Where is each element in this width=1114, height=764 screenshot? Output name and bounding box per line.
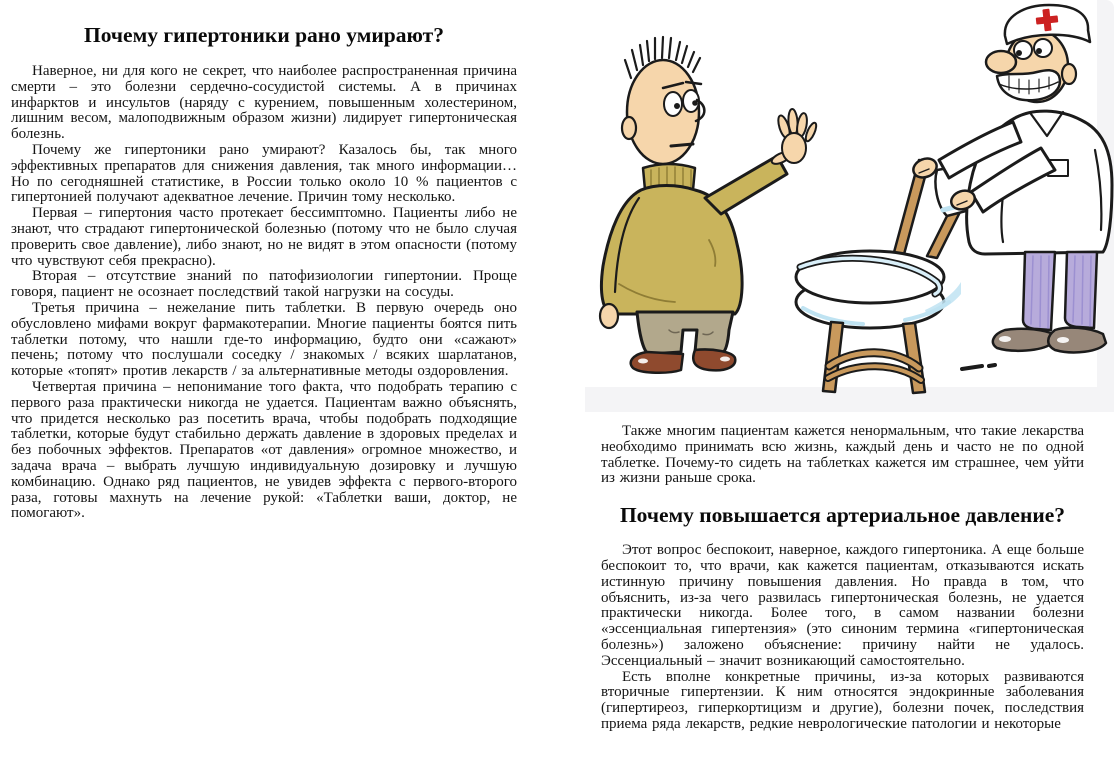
doctor-head: [986, 5, 1090, 102]
patient-figure: [600, 37, 818, 373]
paragraph: Вторая – отсутствие знаний по патофизиологии гипертонии. Проще говоря, пациент не осознает последствий такой нагрузки на сосуды.: [11, 268, 517, 301]
section-title: Почему повышается артериальное давление?: [619, 503, 1066, 528]
photo-edge-bottom: [585, 387, 1114, 412]
doctor-shoes: [993, 328, 1106, 353]
article-title: Почему гипертоники рано умирают?: [84, 23, 444, 47]
right-column: [601, 424, 1084, 733]
paragraph: Этот вопрос беспокоит, наверное, каждого гипертоника. А еще больше беспокоит то, что врачи, как кажется пациентам, отказываются искать истинную причину повышения давления. Но правда в том, что объяснить, из-за чего развилась гипертоническая болезнь, не удается практически никогда. Более того, в самом названии болезни «эссенциальная гипертензия» (это синоним термина «гипертоническая болезнь») заложено объяснение: причину найти не удалось. Эссенциальный – значит возникающий самостоятельно.: [601, 542, 1084, 669]
patient-mouth: [671, 144, 693, 146]
chair-legs: [823, 322, 925, 393]
paragraph: Третья причина – нежелание пить таблетки. В первую очередь оно обусловлено мифами вокруг фармакотерапии. Многие пациенты боятся пить таблетки потому, что нашли где-то информацию, будто они «сажают» печень; потому что послушали соседку / знакомых / всяких шарлатанов, которые «топят» против лекарств / за альтернативные методы оздоровления.: [11, 299, 517, 380]
doctor-nose: [986, 51, 1016, 73]
paragraph: Есть вполне конкретные причины, из-за которых развиваются вторичные гипертензии. К ним относятся эндокринные заболевания (гипертиреоз, гиперкортицизм и другие), болезни почек, последствия приема ряда лекарств, редкие неврологические патологии и некоторые: [601, 668, 1084, 732]
giant-pill-seat: [796, 251, 961, 328]
paragraph: Четвертая причина – непонимание того факта, что подобрать терапию с первого раза практически никогда не удается. Пациентам важно объяснять, что придется несколько раз посетить врача, чтобы подобрать подходящие таблетки, которые будут стабильно держать давление в здоровых пределах и без побочных эффектов. Препаратов «от давления» огромное множество, и задача врача – выбрать лучшую индивидуальную дозировку и лучшую комбинацию. Однако ряд пациентов, не увидев эффекта с первого-второго раза, готовы махнуть на лечение рукой: «Таблетки ваши, доктор, не помогают».: [11, 378, 517, 522]
doctor-trousers: [1023, 252, 1097, 330]
patient-shoes: [631, 349, 736, 372]
patient-ear: [622, 117, 636, 139]
paragraph: Почему же гипертоники рано умирают? Казалось бы, так много эффективных препаратов для снижения давления, так много информации… Но по сегодняшней статистике, в России только около 10 % пациентов с гипертонией получают адекватное лечение. Причин тому несколько.: [11, 141, 517, 206]
illustration-doctor-offers-giant-pill: [585, 0, 1114, 412]
patient-hand: [600, 304, 618, 328]
patient-stop-hand: [770, 109, 818, 167]
paragraph: Первая – гипертония часто протекает бессимптомно. Пациенты либо не знают, что страдают гипертонической болезнью (потому что не было случая проверить свое давление), либо знают, но не видят в этом опасности (потому что чувствуют себя прекрасно).: [11, 205, 517, 269]
paragraph: Наверное, ни для кого не секрет, что наиболее распространенная причина смерти – это болезни сердечно-сосудистой системы. А в причинах инфарктов и инсультов (наряду с курением, повышенным холестерином, лишним весом, малоподвижным образом жизни) лидирует гипертоническая болезнь.: [11, 63, 517, 143]
left-column: [11, 12, 517, 522]
cartoon-svg: [585, 0, 1114, 412]
patient-trousers: [637, 312, 733, 354]
doctor-ear: [1062, 64, 1076, 84]
paragraph: Также многим пациентам кажется ненормальным, что такие лекарства необходимо принимать всю жизнь, каждый день и часто не по одной таблетке. Почему-то сидеть на таблетках кажется им страшнее, чем уйти из жизни раньше срока.: [601, 423, 1084, 487]
floor-dash: [962, 365, 995, 369]
